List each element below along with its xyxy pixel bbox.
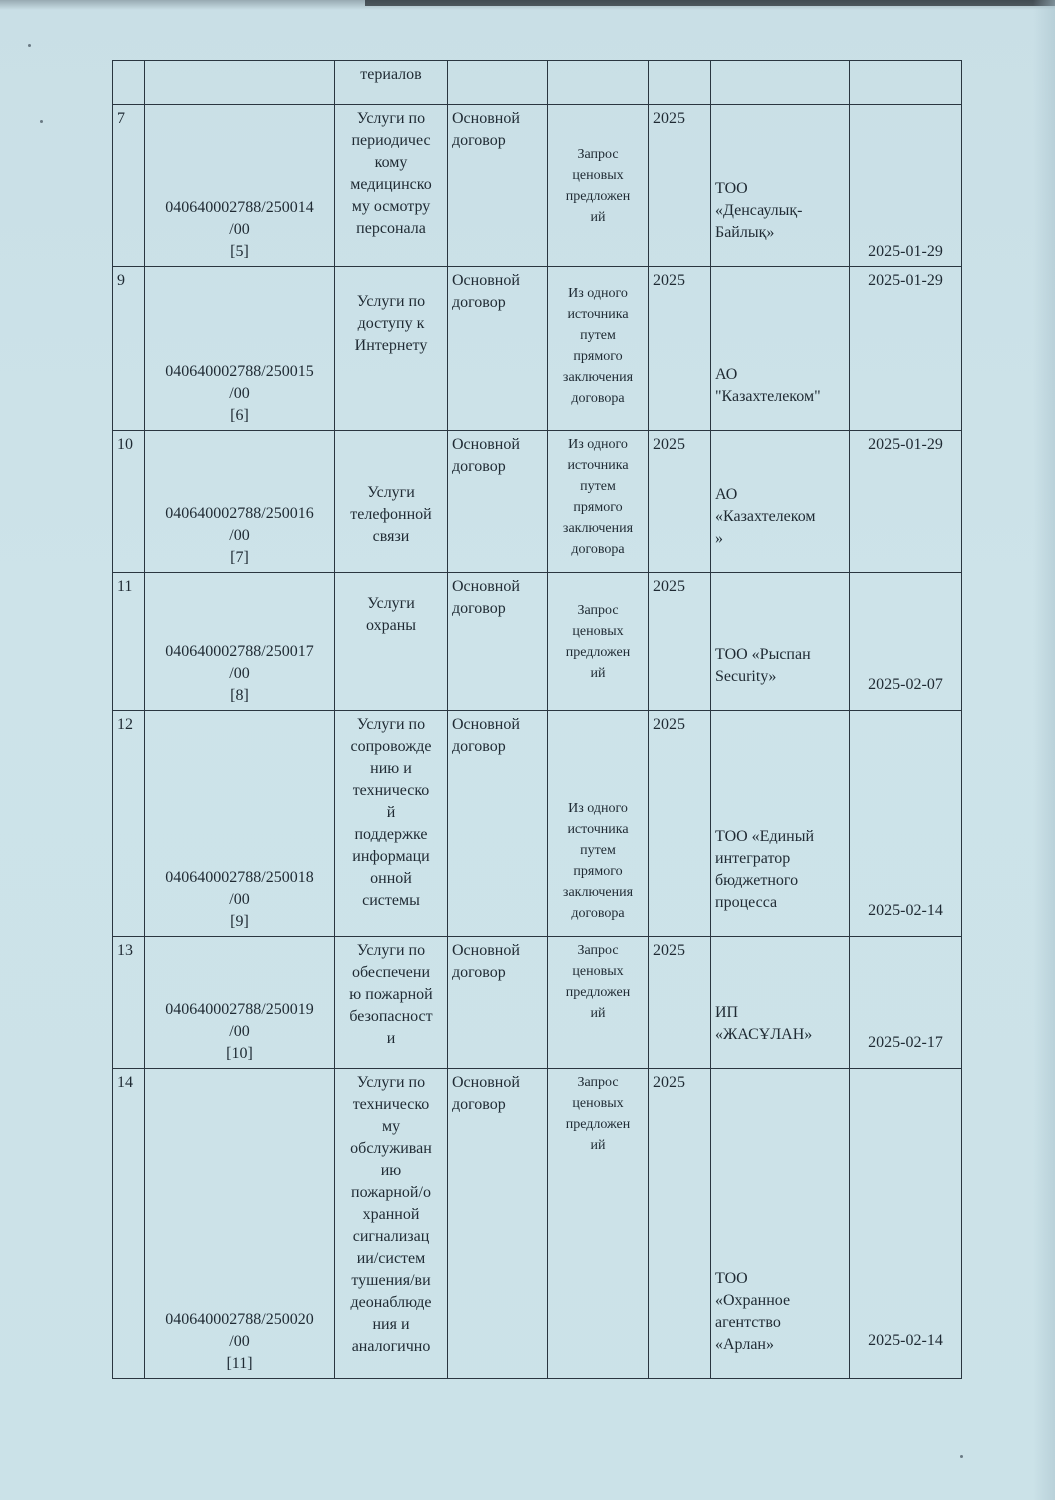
subject: Услуги по доступу к Интернету — [335, 267, 448, 431]
contract-type: Основной договор — [448, 937, 548, 1069]
dark-corner — [365, 0, 1055, 6]
subject: Услуги по техническо му обслуживан ию пожарной/о хранной сигнализац ии/систем тушения/ви деонаблюде ния и аналогично — [335, 1069, 448, 1379]
supplier: АО "Казахтелеком" — [711, 267, 850, 431]
year: 2025 — [649, 431, 711, 573]
contract-date: 2025-02-14 — [850, 1069, 962, 1379]
year: 2025 — [649, 937, 711, 1069]
year: 2025 — [649, 573, 711, 711]
procurement-table — [112, 60, 962, 1379]
supplier: ТОО «Единый интегратор бюджетного процесса — [711, 711, 850, 937]
speck — [40, 120, 43, 123]
contract-date: 2025-02-17 — [850, 937, 962, 1069]
contract-code: 040640002788/250019 /00 [10] — [145, 937, 335, 1069]
speck — [28, 44, 31, 47]
table-row — [113, 267, 962, 431]
speck — [960, 1455, 963, 1458]
contract-type: Основной договор — [448, 711, 548, 937]
contract-code: 040640002788/250015 /00 [6] — [145, 267, 335, 431]
supplier: ИП «ЖАСҰЛАН» — [711, 937, 850, 1069]
contract-type: Основной договор — [448, 431, 548, 573]
contract-type: Основной договор — [448, 1069, 548, 1379]
subject: Услуги по обеспечени ю пожарной безопасност и — [335, 937, 448, 1069]
subject: Услуги по сопровожде нию и техническо й поддержке информаци онной системы — [335, 711, 448, 937]
subject: Услуги телефонной связи — [335, 431, 448, 573]
page-top-shadow — [0, 0, 1055, 10]
table-row — [113, 937, 962, 1069]
table-row — [113, 573, 962, 711]
row-number: 11 — [113, 573, 145, 711]
contract-code — [145, 61, 335, 105]
contract-type: Основной договор — [448, 573, 548, 711]
table-row — [113, 1069, 962, 1379]
procurement-method — [548, 61, 649, 105]
procurement-method: Из одного источника путем прямого заключения договора — [548, 267, 649, 431]
page-edge-shadow — [1033, 0, 1055, 1500]
year: 2025 — [649, 267, 711, 431]
subject: териалов — [335, 61, 448, 105]
subject: Услуги охраны — [335, 573, 448, 711]
procurement-method: Из одного источника путем прямого заключения договора — [548, 431, 649, 573]
contract-date: 2025-02-07 — [850, 573, 962, 711]
contract-code: 040640002788/250020 /00 [11] — [145, 1069, 335, 1379]
row-number: 7 — [113, 105, 145, 267]
row-number: 12 — [113, 711, 145, 937]
contract-date: 2025-02-14 — [850, 711, 962, 937]
procurement-method: Запрос ценовых предложен ий — [548, 573, 649, 711]
table-row — [113, 105, 962, 267]
row-number — [113, 61, 145, 105]
contract-type — [448, 61, 548, 105]
procurement-method: Запрос ценовых предложен ий — [548, 1069, 649, 1379]
year — [649, 61, 711, 105]
table-row — [113, 61, 962, 105]
year: 2025 — [649, 105, 711, 267]
contract-date — [850, 61, 962, 105]
row-number: 13 — [113, 937, 145, 1069]
supplier: ТОО «Охранное агентство «Арлан» — [711, 1069, 850, 1379]
contract-code: 040640002788/250017 /00 [8] — [145, 573, 335, 711]
table-row — [113, 431, 962, 573]
contract-date: 2025-01-29 — [850, 431, 962, 573]
contract-date: 2025-01-29 — [850, 267, 962, 431]
subject: Услуги по периодичес кому медицинско му осмотру персонала — [335, 105, 448, 267]
year: 2025 — [649, 711, 711, 937]
table-row — [113, 711, 962, 937]
procurement-method: Запрос ценовых предложен ий — [548, 105, 649, 267]
row-number: 10 — [113, 431, 145, 573]
contract-type: Основной договор — [448, 105, 548, 267]
contract-code: 040640002788/250016 /00 [7] — [145, 431, 335, 573]
supplier — [711, 61, 850, 105]
supplier: ТОО «Рыспан Security» — [711, 573, 850, 711]
row-number: 9 — [113, 267, 145, 431]
procurement-method: Запрос ценовых предложен ий — [548, 937, 649, 1069]
supplier: ТОО «Денсаулық- Байлық» — [711, 105, 850, 267]
supplier: АО «Казахтелеком » — [711, 431, 850, 573]
row-number: 14 — [113, 1069, 145, 1379]
procurement-method: Из одного источника путем прямого заключения договора — [548, 711, 649, 937]
year: 2025 — [649, 1069, 711, 1379]
contract-code: 040640002788/250018 /00 [9] — [145, 711, 335, 937]
contract-date: 2025-01-29 — [850, 105, 962, 267]
contract-type: Основной договор — [448, 267, 548, 431]
contract-code: 040640002788/250014 /00 [5] — [145, 105, 335, 267]
